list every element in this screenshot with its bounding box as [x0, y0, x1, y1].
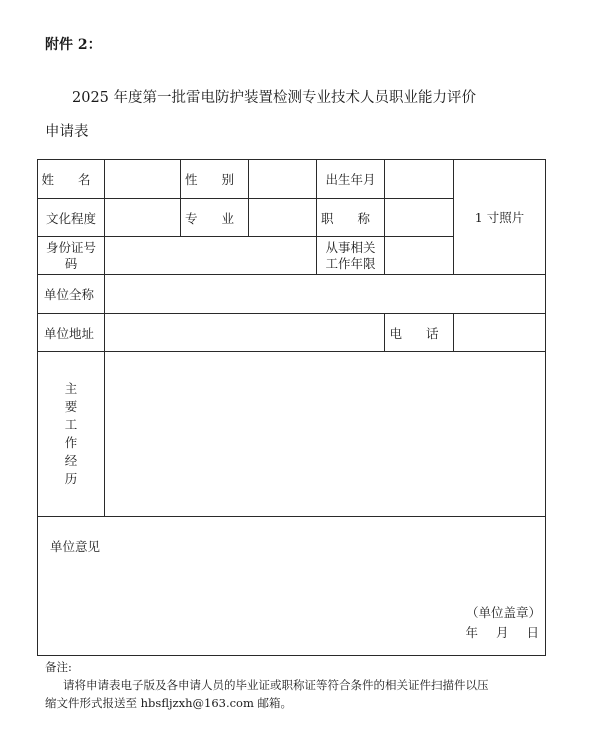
- phone-field[interactable]: [454, 314, 546, 352]
- name-field[interactable]: [105, 160, 181, 199]
- date-label: 年 月 日: [465, 625, 539, 640]
- page-title: 2025 年度第一批雷电防护装置检测专业技术人员职业能力评价: [72, 90, 477, 106]
- name-label: 姓 名: [38, 160, 105, 199]
- id-number-label: 身份证号 码: [38, 237, 105, 275]
- birth-label: 出生年月: [317, 160, 385, 199]
- photo-box[interactable]: [454, 160, 546, 275]
- id-number-field[interactable]: [105, 237, 317, 275]
- notes-line-1: 请将申请表电子版及各申请人员的毕业证或职称证等符合条件的相关证件扫描件以压: [63, 678, 489, 692]
- unit-name-label: 单位全称: [38, 275, 105, 314]
- notes-heading: 备注:: [45, 660, 72, 674]
- work-experience-field[interactable]: [105, 352, 546, 517]
- work-years-field[interactable]: [385, 237, 454, 275]
- work-experience-label: 主要工作经历: [38, 352, 105, 517]
- birth-field[interactable]: [385, 160, 454, 199]
- application-form: [37, 159, 546, 656]
- unit-opinion-box[interactable]: [38, 517, 546, 656]
- major-label: 专 业: [181, 199, 249, 237]
- work-years-label: 从事相关 工作年限: [317, 237, 385, 275]
- unit-name-field[interactable]: [105, 275, 546, 314]
- major-field[interactable]: [249, 199, 317, 237]
- title-label: 职 称: [317, 199, 385, 237]
- notes-line-2: 缩文件形式报送至 hbsfljzxh@163.com 邮箱。: [45, 696, 293, 710]
- unit-seal-label: （单位盖章）: [465, 605, 541, 620]
- phone-label: 电 话: [385, 314, 454, 352]
- page-subtitle: 申请表: [45, 124, 89, 140]
- photo-label: 1 寸照片: [474, 210, 525, 225]
- unit-opinion-label: 单位意见: [50, 539, 101, 554]
- title-field[interactable]: [385, 199, 454, 237]
- education-field[interactable]: [105, 199, 181, 237]
- attachment-label: 附件 2：: [45, 37, 102, 53]
- unit-address-label: 单位地址: [38, 314, 105, 352]
- gender-label: 性 别: [181, 160, 249, 199]
- education-label: 文化程度: [38, 199, 105, 237]
- gender-field[interactable]: [249, 160, 317, 199]
- unit-address-field[interactable]: [105, 314, 385, 352]
